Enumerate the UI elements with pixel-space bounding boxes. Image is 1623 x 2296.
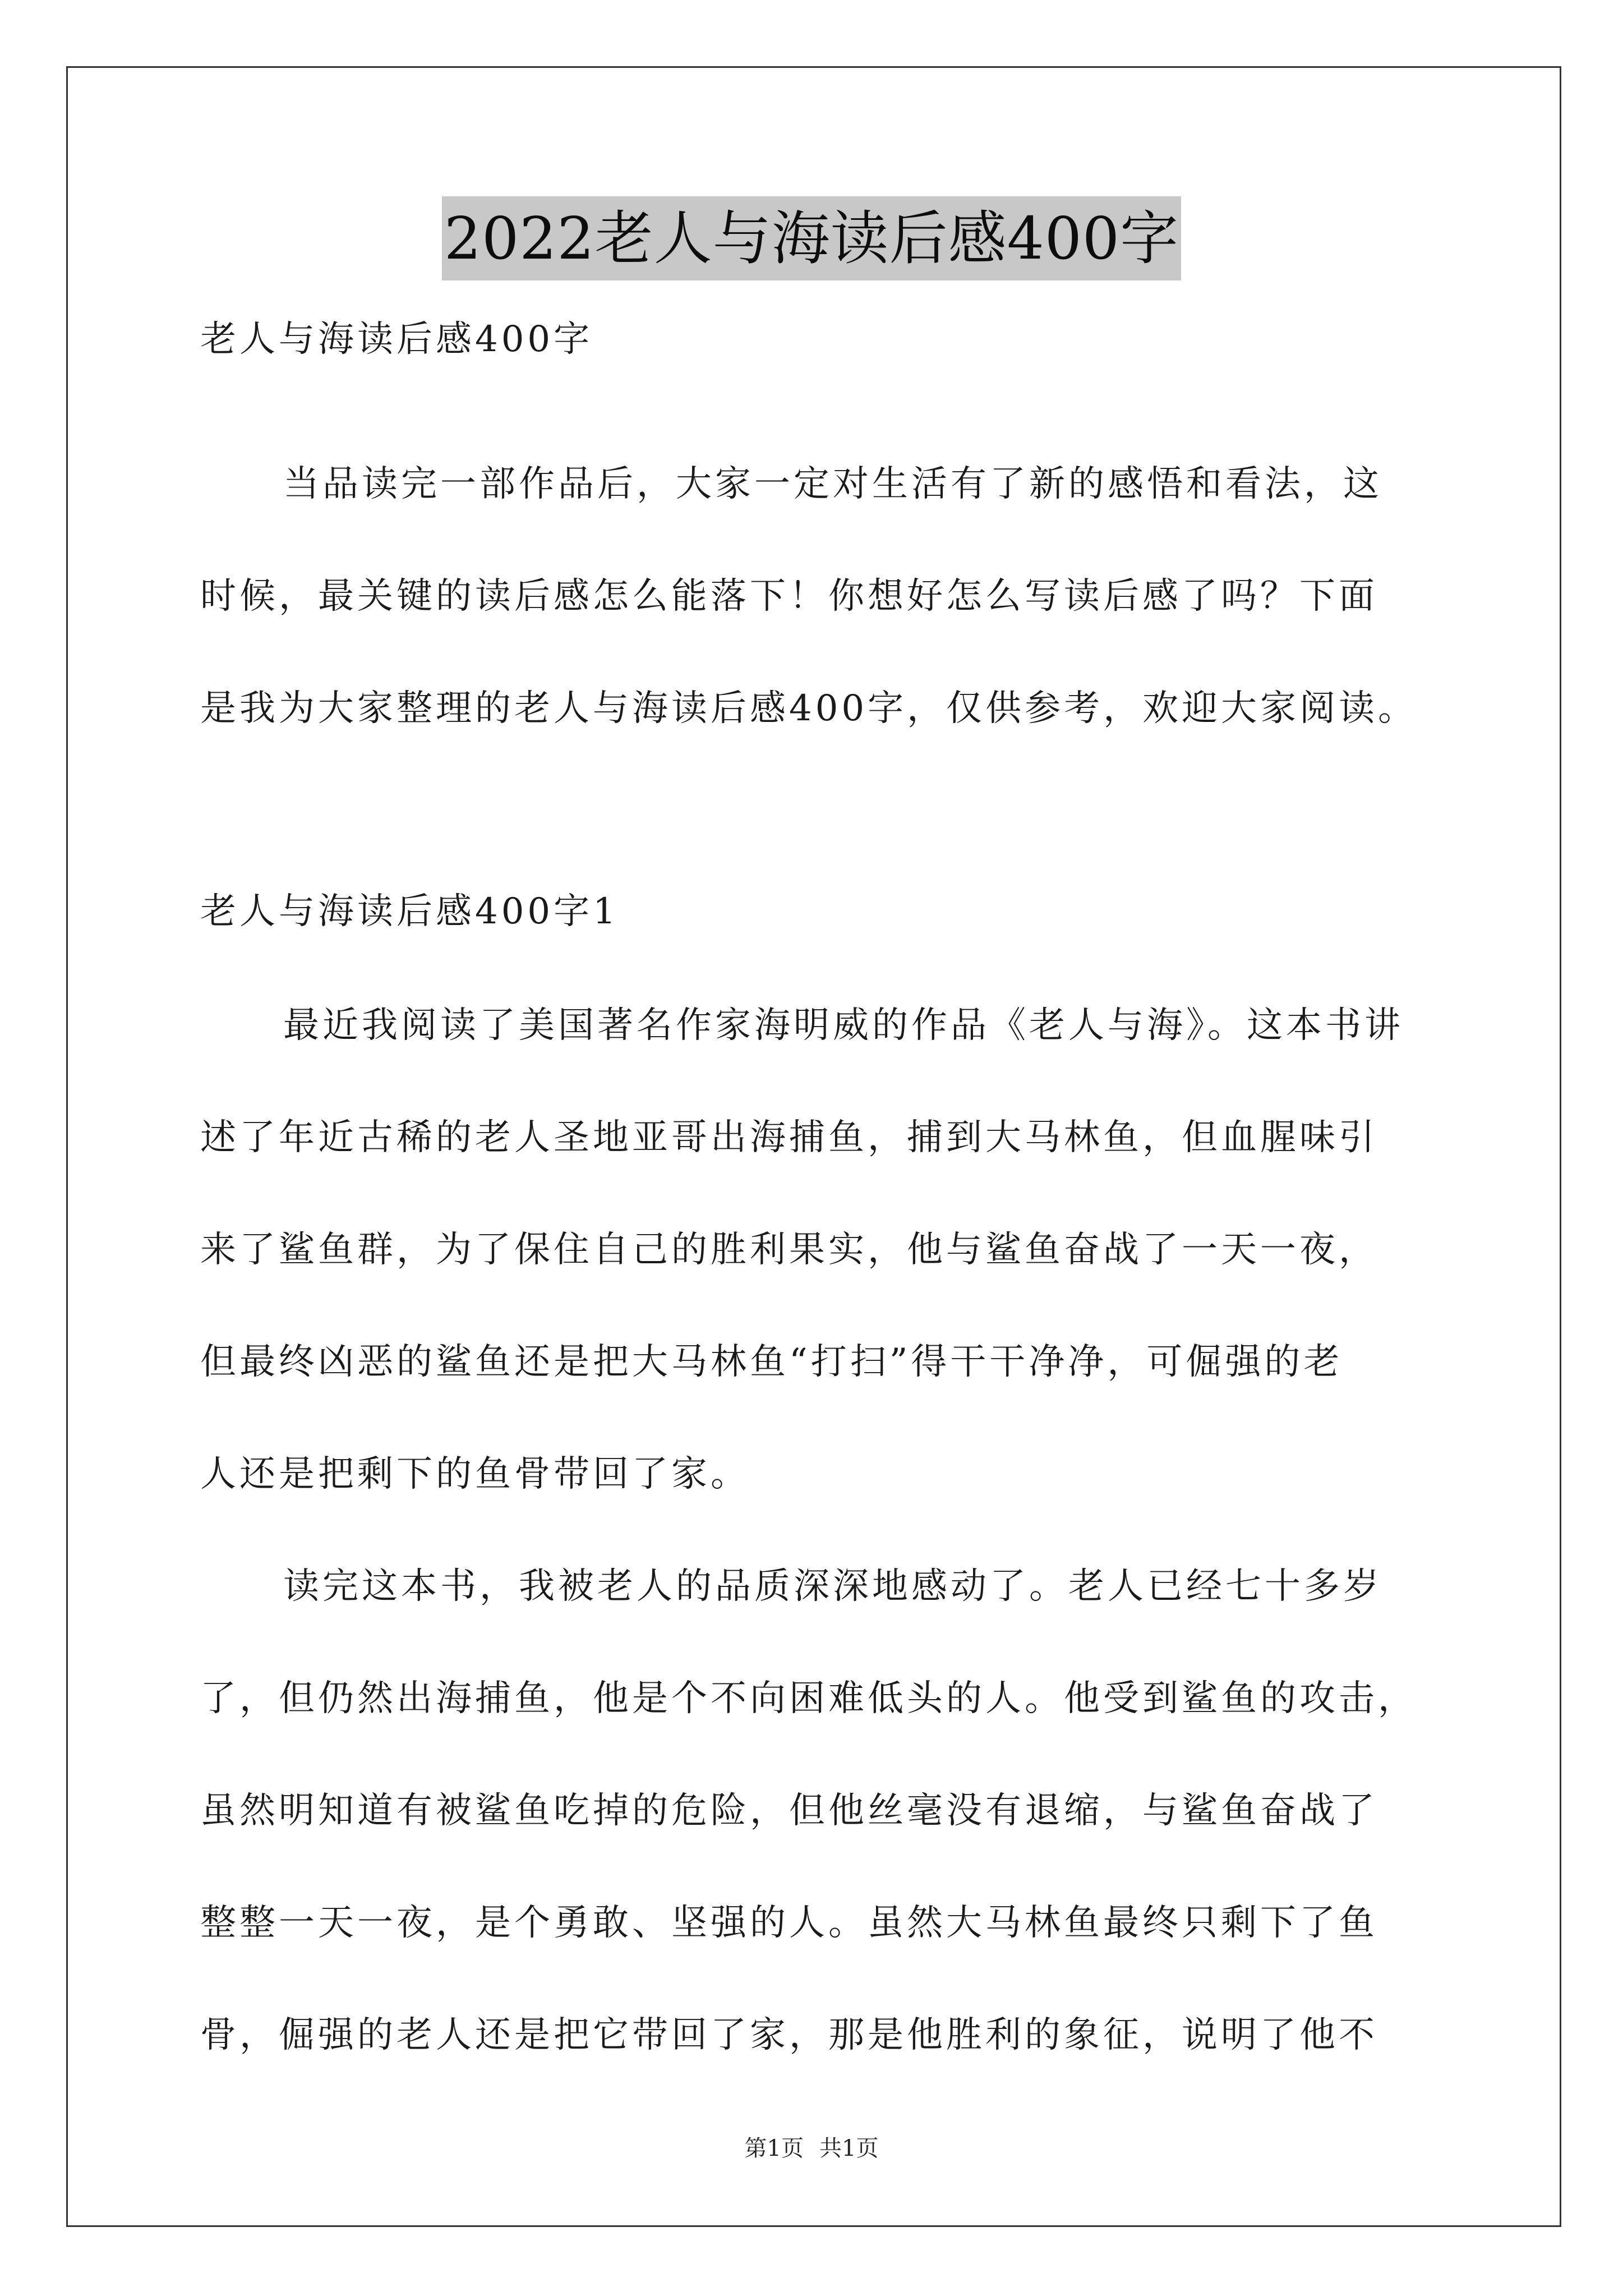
page-total: 共1页 xyxy=(819,2136,879,2161)
essay-heading: 老人与海读后感400字1 xyxy=(200,891,619,932)
paragraph-line: 骨，倔强的老人还是把它带回了家，那是他胜利的象征，说明了他不 xyxy=(200,2014,1378,2056)
paragraph-line: 了，但仍然出海捕鱼，他是个不向困难低头的人。他受到鲨鱼的攻击， xyxy=(200,1678,1417,1719)
section-heading: 老人与海读后感400字 xyxy=(200,319,593,360)
paragraph-line: 但最终凶恶的鲨鱼还是把大马林鱼“打扫”得干干净净，可倔强的老 xyxy=(200,1341,1343,1383)
intro-line: 时候，最关键的读后感怎么能落下！你想好怎么写读后感了吗？下面 xyxy=(200,576,1378,617)
paragraph-line: 虽然明知道有被鲨鱼吃掉的危险，但他丝毫没有退缩，与鲨鱼奋战了 xyxy=(200,1790,1378,1832)
page-number: 第1页 xyxy=(744,2136,804,2161)
intro-line: 是我为大家整理的老人与海读后感400字，仅供参考，欢迎大家阅读。 xyxy=(200,688,1418,729)
paragraph-line: 读完这本书，我被老人的品质深深地感动了。老人已经七十多岁 xyxy=(283,1566,1382,1607)
paragraph-line: 人还是把剩下的鱼骨带回了家。 xyxy=(200,1453,750,1495)
paragraph-line: 整整一天一夜，是个勇敢、坚强的人。虽然大马林鱼最终只剩下了鱼 xyxy=(200,1902,1378,1944)
intro-line: 当品读完一部作品后，大家一定对生活有了新的感悟和看法，这 xyxy=(283,463,1382,505)
paragraph-line: 最近我阅读了美国著名作家海明威的作品《老人与海》。这本书讲 xyxy=(283,1005,1404,1046)
page-footer xyxy=(0,2132,1623,2165)
paragraph-line: 述了年近古稀的老人圣地亚哥出海捕鱼，捕到大马林鱼，但血腥味引 xyxy=(200,1117,1378,1158)
title-container xyxy=(0,196,1623,280)
document-title: 2022老人与海读后感400字 xyxy=(442,196,1181,280)
paragraph-line: 来了鲨鱼群，为了保住自己的胜利果实，他与鲨鱼奋战了一天一夜， xyxy=(200,1229,1378,1271)
